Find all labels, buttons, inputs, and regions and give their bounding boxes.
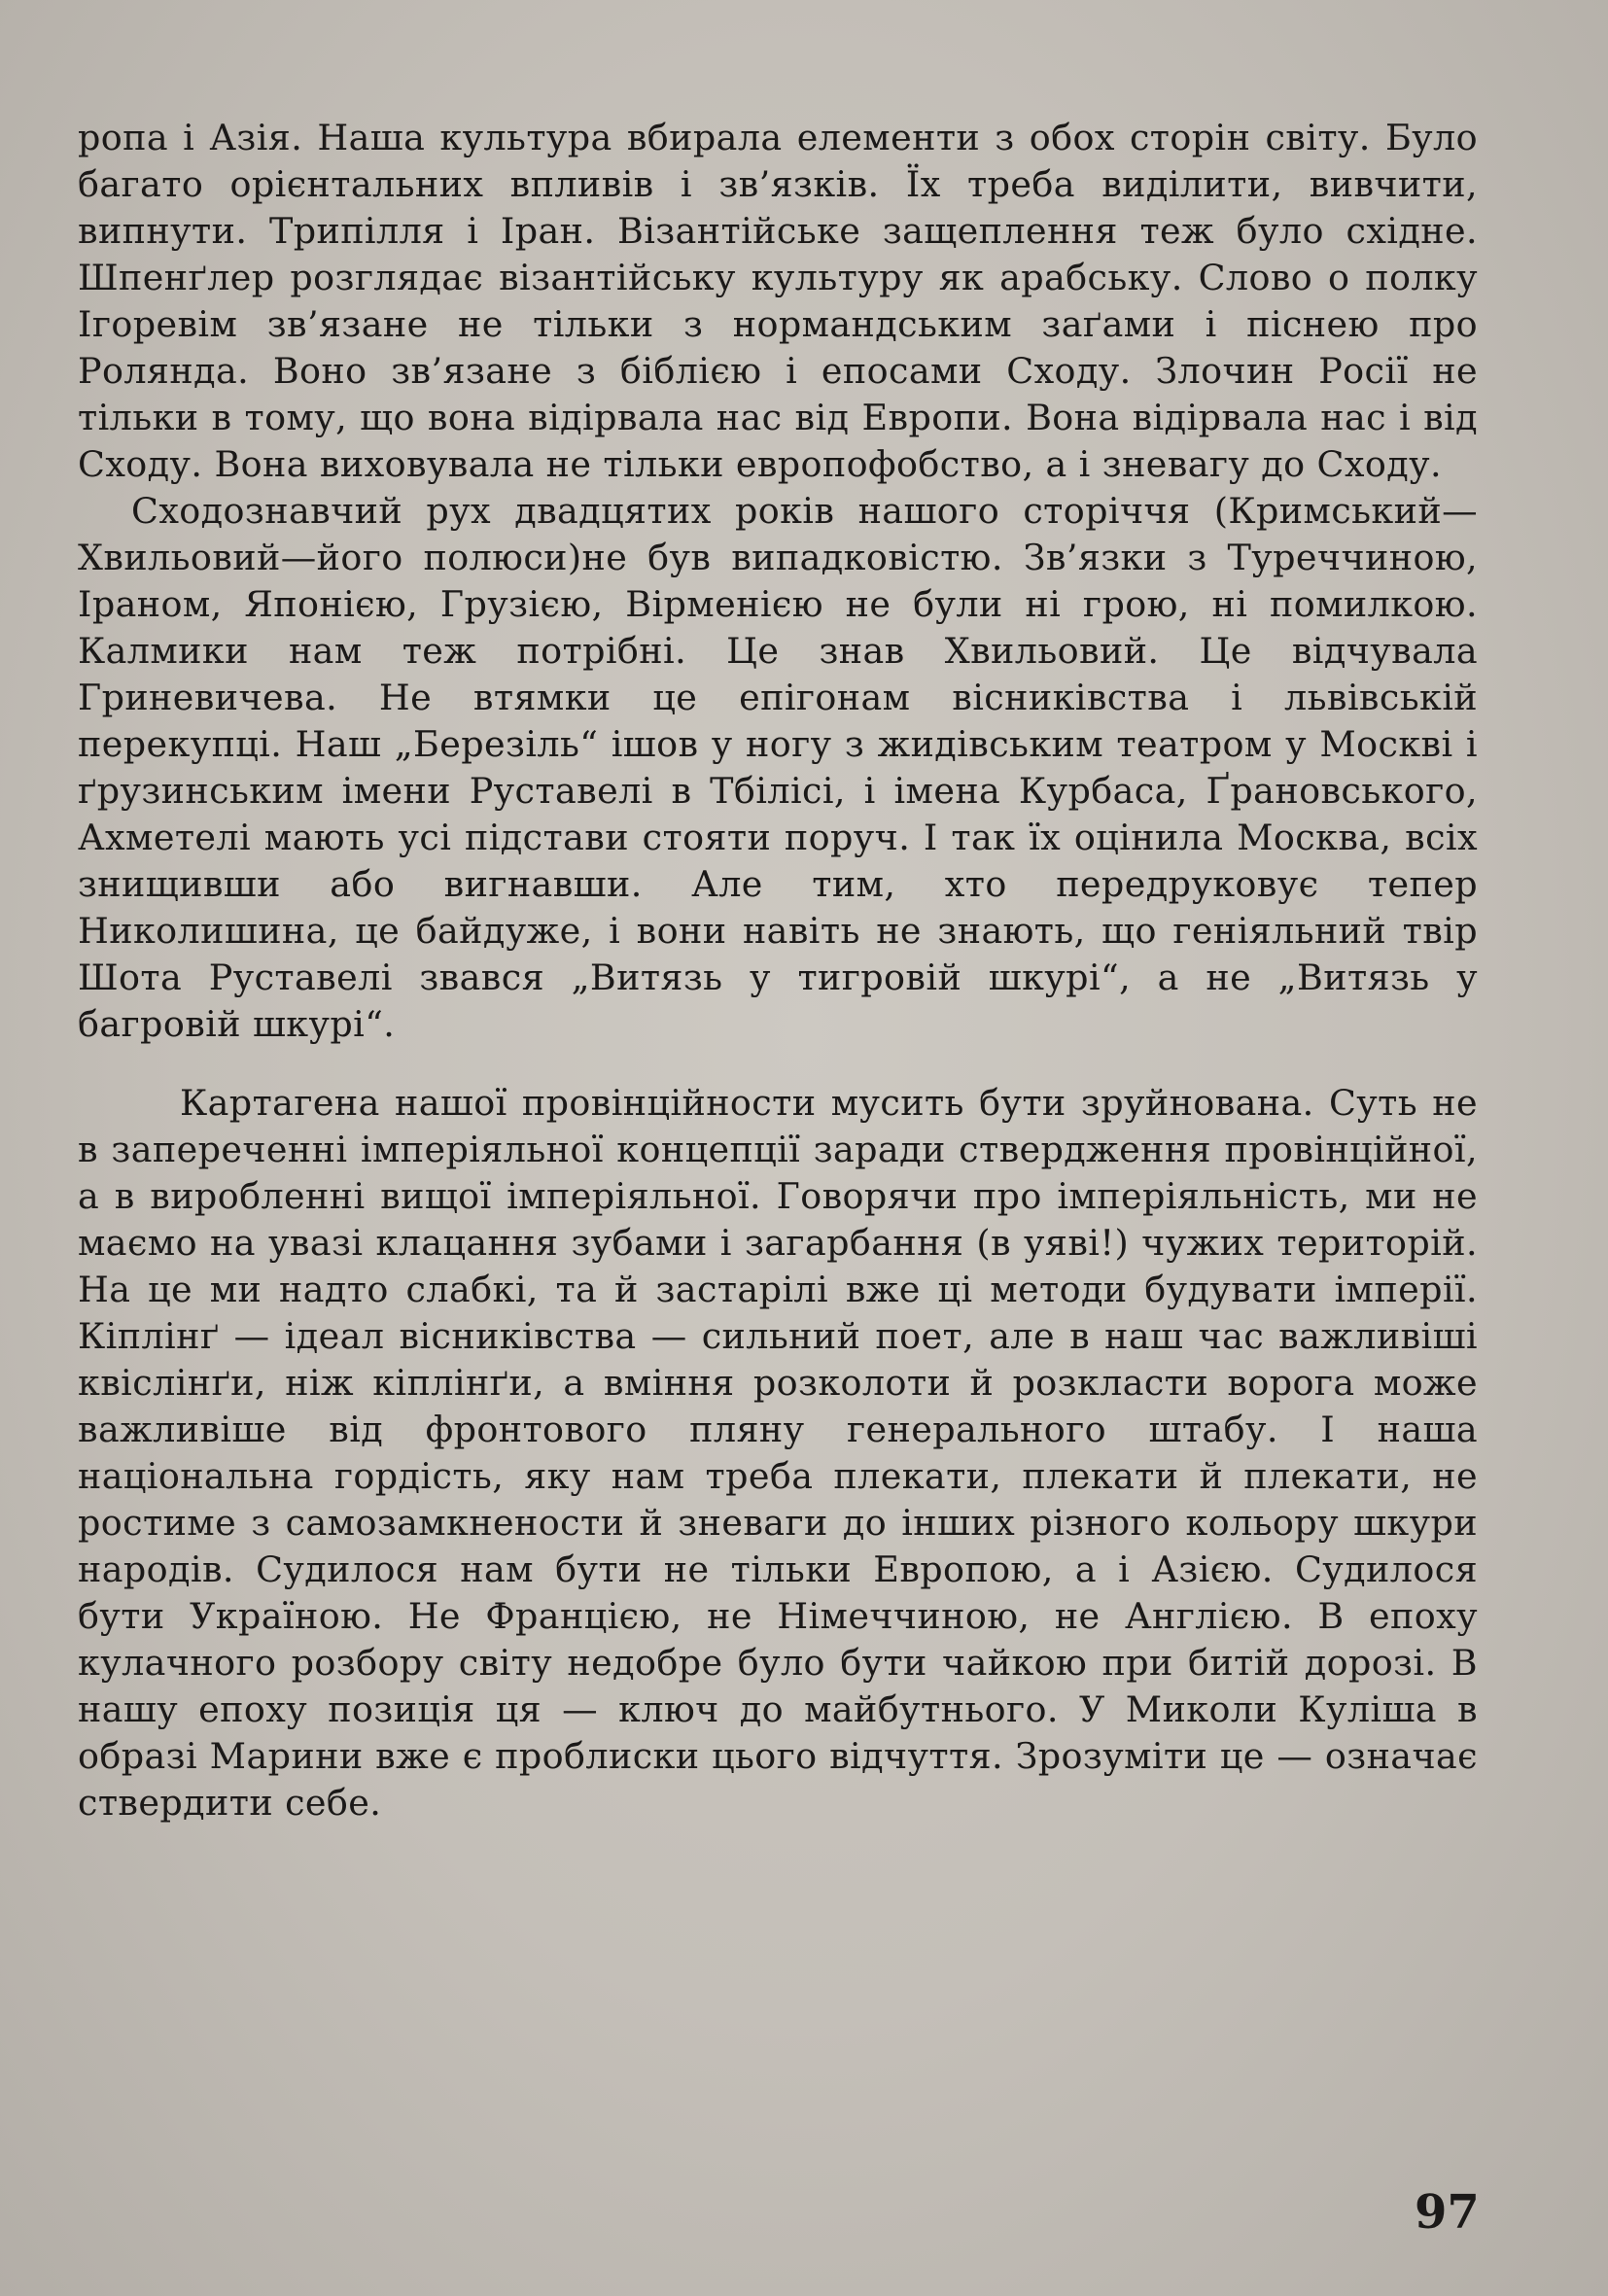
- paragraph-carthage: Картагена нашої провінційности мусить бути зруйнована. Суть не в запереченні імперіяльної концепції заради ствердження провінційної, а в виробленні вищої імперіяльної. Говорячи про імперіяльність, ми не маємо на увазі клацання зубами і загарбання (в уяві!) чужих територій. На це ми надто слабкі, та й застарілі вже ці методи будувати імперії. Кіплінґ — ідеал вісниківства — сильний поет, але в наш час важливіші квіслінґи, ніж кіплінґи, а вміння розколоти й розкласти ворога може важливіше від фронтового пляну генерального штабу. І наша національна гордість, яку нам треба плекати, плекати й плекати, не ростиме з самозамкнености й зневаги до інших різного кольору шкури народів. Судилося нам бути не тільки Европою, а і Азією. Судилося бути Україною. Не Францією, не Німеччиною, не Англією. В епоху кулачного розбору світу недобре було бути чайкою при битій дорозі. В нашу епоху позиція ця — ключ до майбутнього. У Миколи Куліша в образі Марини вже є проблиски цього відчуття. Зрозуміти це — означає ствердити себе.: [78, 1082, 1478, 1824]
- paragraph-orientalism: Сходознавчий рух двадцятих років нашого сторіччя (Кримський—Хвильовий—його полюси)не був випадковістю. Зв’язки з Туреччиною, Іраном, Японією, Грузією, Вірменією не були ні грою, ні помилкою. Калмики нам теж потрібні. Це знав Хвильовий. Це відчувала Гриневичева. Не втямки це епігонам вісниківства і львівській перекупці. Наш „Березіль“ ішов у ногу з жидівським театром у Москві і ґрузинським імени Руставелі в Тбілісі, і імена Курбаса, Ґрановського, Ахметелі мають усі підстави стояти поруч. І так їх оцінила Москва, всіх знищивши або вигнавши. Але тим, хто передруковує тепер Николишина, це байдуже, і вони навіть не знають, що геніяльний твір Шота Руставелі звався „Витязь у тигровій шкурі“, а не „Витязь у багровій шкурі“.: [78, 490, 1478, 1045]
- paragraph-continuation: ропа і Азія. Наша культура вбирала елементи з обох сторін світу. Було багато орієнтальних впливів і зв’язків. Їх треба виділити, вивчити, випнути. Трипілля і Іран. Візантійське защеплення теж було східне. Шпенґлер розглядає візантійську культуру як арабську. Слово о полку Ігоревім зв’язане не тільки з нормандським заґами і піснею про Ролянда. Воно зв’язане з біблією і епосами Сходу. Злочин Росії не тільки в тому, що вона відірвала нас від Европи. Вона відірвала нас і від Сходу. Вона виховувала не тільки европофобство, а і зневагу до Сходу.: [78, 117, 1478, 485]
- page-number: 97: [1415, 2185, 1480, 2240]
- body-text: [78, 115, 1478, 1826]
